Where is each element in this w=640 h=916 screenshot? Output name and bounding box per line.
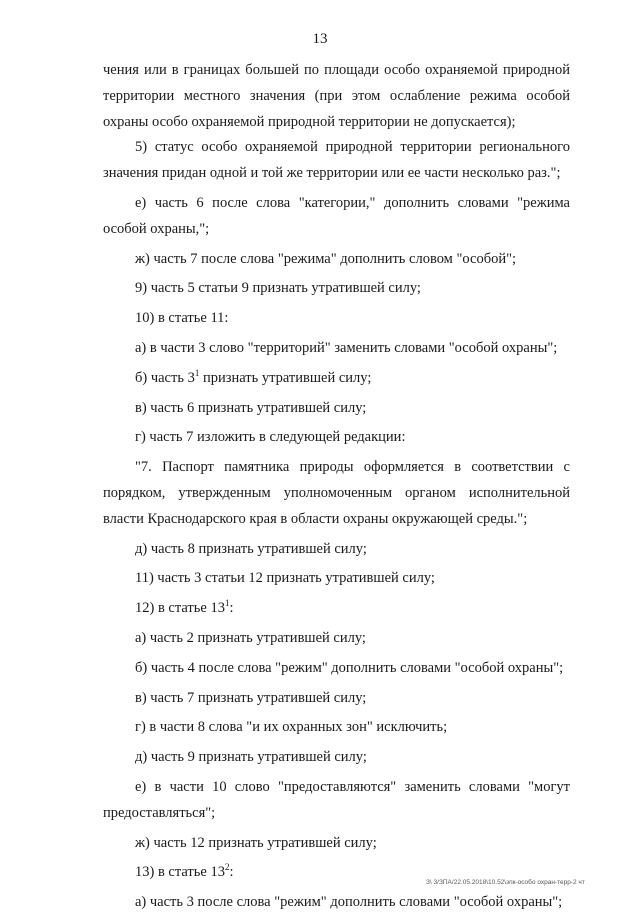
paragraph: ж) часть 12 признать утратившей силу; bbox=[135, 834, 377, 851]
paragraph: чения или в границах большей по площади особо охраняемой природной территории местного значения (при этом ослабление режима особой охраны особо охраняемой природной территории не допускается); bbox=[103, 62, 570, 130]
paragraph: а) в части 3 слово "территорий" заменить словами "особой охраны"; bbox=[135, 339, 558, 356]
superscript: 1 bbox=[194, 367, 200, 378]
page-number: 13 bbox=[312, 31, 328, 47]
paragraph: в) часть 7 признать утратившей силу; bbox=[135, 689, 367, 706]
document-body bbox=[103, 58, 570, 916]
paragraph-text: : bbox=[229, 600, 234, 617]
paragraph: е) часть 6 после слова "категории," дополнить словами "режима особой охраны,"; bbox=[103, 194, 570, 237]
paragraph: а) часть 2 признать утратившей силу; bbox=[135, 629, 366, 646]
paragraph-text: 13) в статье 13 bbox=[135, 864, 225, 881]
paragraph: ж) часть 7 после слова "режима" дополнить словом "особой"; bbox=[135, 250, 517, 267]
paragraph-text: 12) в статье 13 bbox=[135, 600, 225, 617]
paragraph-text: признать утратившей силу; bbox=[199, 369, 372, 386]
paragraph: 5) статус особо охраняемой природной территории регионального значения придан одной и той же территории или ее части несколько раз."; bbox=[103, 139, 570, 182]
paragraph: 10) в статье 11: bbox=[135, 310, 229, 327]
paragraph bbox=[103, 366, 570, 392]
paragraph: д) часть 9 признать утратившей силу; bbox=[135, 749, 367, 766]
paragraph: в) часть 6 признать утратившей силу; bbox=[135, 399, 367, 416]
paragraph-text: : bbox=[229, 864, 234, 881]
paragraph: б) часть 4 после слова "режим" дополнить словами "особой охраны"; bbox=[135, 659, 564, 676]
paragraph: г) часть 7 изложить в следующей редакции: bbox=[135, 429, 406, 446]
paragraph: 9) часть 5 статьи 9 признать утратившей силу; bbox=[135, 280, 421, 297]
paragraph: а) часть 3 после слова "режим" дополнить словами "особой охраны"; bbox=[135, 894, 563, 911]
paragraph bbox=[103, 596, 570, 622]
paragraph: 11) часть 3 статьи 12 признать утратившей силу; bbox=[135, 570, 435, 587]
superscript: 2 bbox=[224, 862, 230, 873]
paragraph-text: б) часть 3 bbox=[135, 369, 195, 386]
paragraph: г) в части 8 слова "и их охранных зон" исключить; bbox=[135, 719, 448, 736]
paragraph: д) часть 8 признать утратившей силу; bbox=[135, 540, 367, 557]
superscript: 1 bbox=[224, 598, 230, 609]
document-footer: З\ 3/ЗПА/22.05.2018\10.52\зпк-особо охран-терр-2 чт bbox=[426, 879, 585, 886]
paragraph: "7. Паспорт памятника природы оформляется в соответствии с порядком, утвержденным уполномоченным органом исполнительной власти Краснодарского края в области охраны окружающей среды."; bbox=[103, 459, 570, 527]
paragraph: е) в части 10 слово "предоставляются" заменить словами "могут предоставляться"; bbox=[103, 778, 570, 821]
